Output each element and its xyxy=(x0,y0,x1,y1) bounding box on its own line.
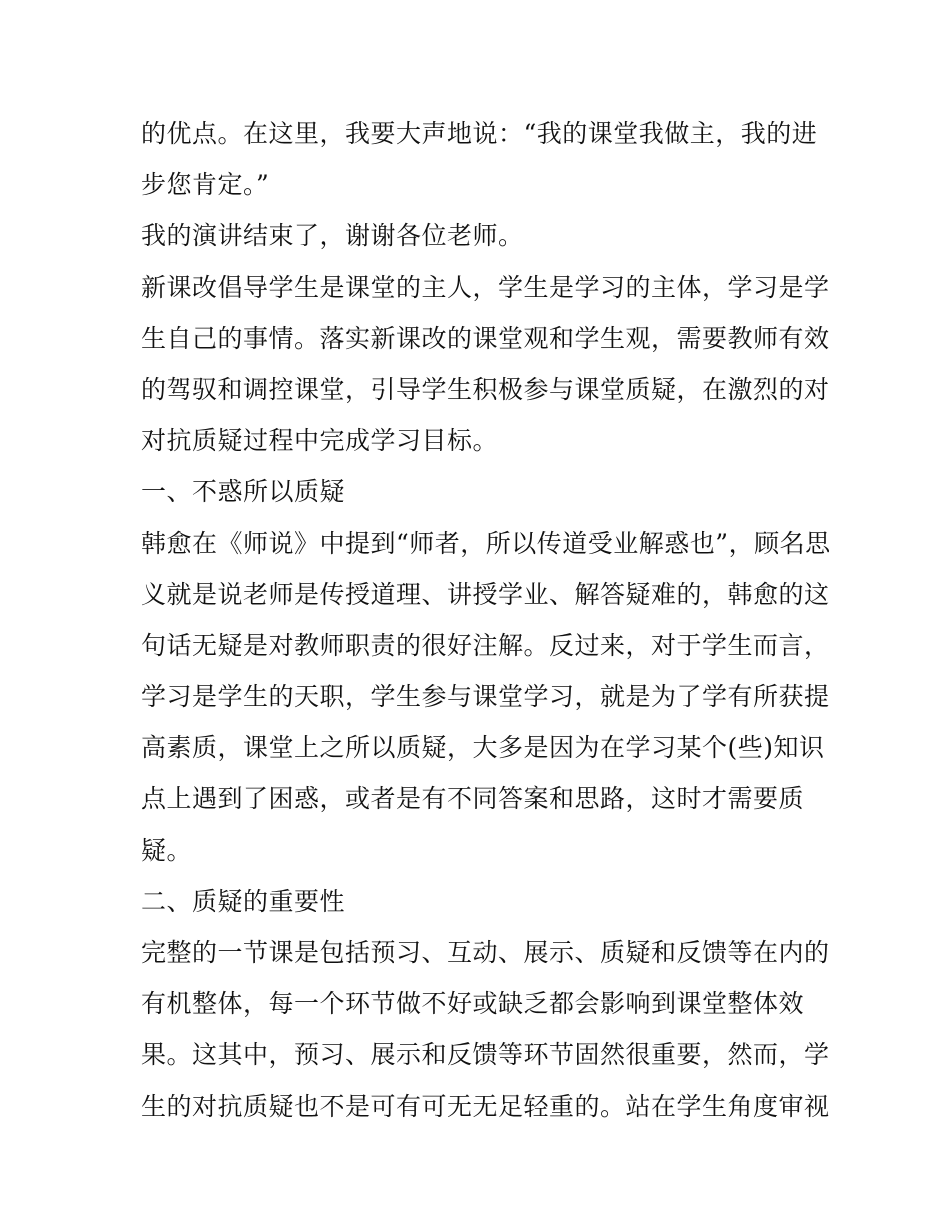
text-line: 学习是学生的天职，学生参与课堂学习，就是为了学有所获提 xyxy=(141,682,830,712)
text-line: 果。这其中，预习、展示和反馈等环节固然很重要，然而，学 xyxy=(141,1040,830,1070)
section-heading: 二、质疑的重要性 xyxy=(141,886,346,916)
text-line: 生的对抗质疑也不是可有可无无足轻重的。站在学生角度审视 xyxy=(141,1091,830,1121)
document-body xyxy=(141,108,831,1132)
text-line: 点上遇到了困惑，或者是有不同答案和思路，这时才需要质 xyxy=(141,784,805,814)
text-line: 义就是说老师是传授道理、讲授学业、解答疑难的，韩愈的这 xyxy=(141,579,830,609)
text-line: 我的演讲结束了，谢谢各位老师。 xyxy=(141,221,524,251)
text-line: 生自己的事情。落实新课改的课堂观和学生观，需要教师有效 xyxy=(141,323,830,353)
text-line: 的优点。在这里，我要大声地说：“我的课堂我做主，我的进 xyxy=(141,119,818,148)
text-line: 句话无疑是对教师职责的很好注解。反过来，对于学生而言， xyxy=(141,630,830,660)
text-line: 疑。 xyxy=(141,835,193,865)
text-line: 步您肯定。” xyxy=(141,170,270,200)
section-heading: 一、不惑所以质疑 xyxy=(141,477,346,507)
text-line: 新课改倡导学生是课堂的主人，学生是学习的主体，学习是学 xyxy=(141,272,830,302)
text-line: 对抗质疑过程中完成学习目标。 xyxy=(141,426,499,456)
text-line: 完整的一节课是包括预习、互动、展示、质疑和反馈等在内的 xyxy=(141,938,830,967)
text-line: 高素质，课堂上之所以质疑，大多是因为在学习某个(些)知识 xyxy=(141,733,825,763)
text-line: 韩愈在《师说》中提到“师者，所以传道受业解惑也”，顾名思 xyxy=(141,528,831,558)
text-line: 有机整体，每一个环节做不好或缺乏都会影响到课堂整体效 xyxy=(141,989,805,1019)
text-line: 的驾驭和调控课堂，引导学生积极参与课堂质疑，在激烈的对 xyxy=(141,374,830,404)
